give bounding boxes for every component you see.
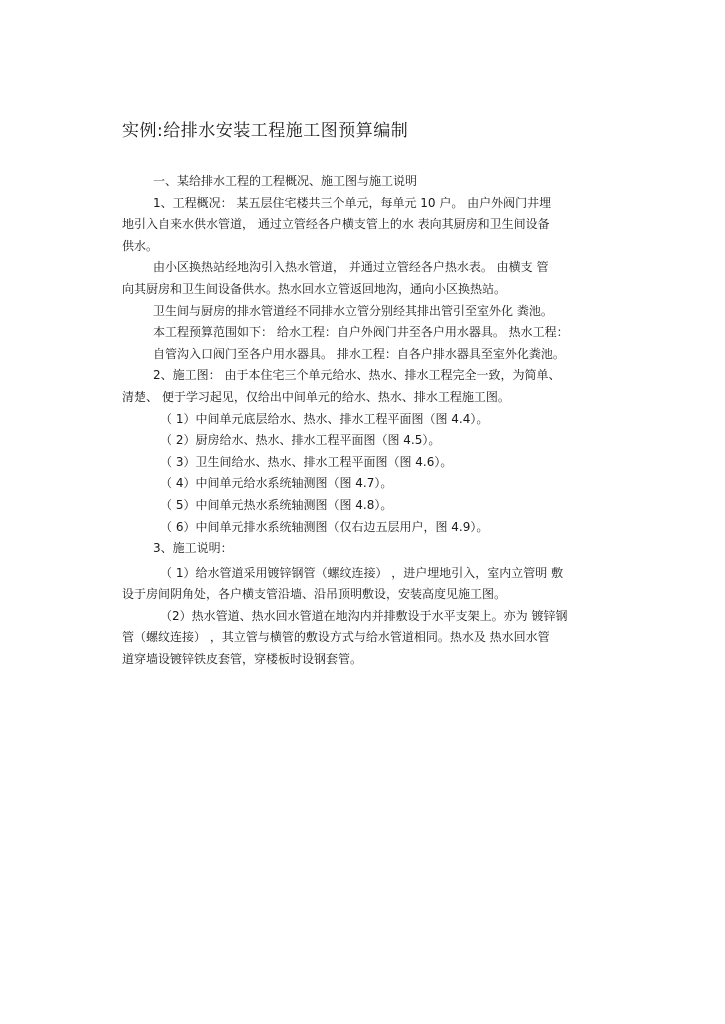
list-item: （ 3）卫生间给水、热水、排水工程平面图（图 4.6）。 bbox=[160, 454, 453, 469]
paragraph-line: 1、工程概况： 某五层住宅楼共三个单元，每单元 10 户。 由户外阀门井埋 bbox=[153, 195, 552, 210]
paragraph-line: 卫生间与厨房的排水管道经不同排水立管分别经其排出管引至室外化 粪池。 bbox=[153, 303, 553, 318]
paragraph-line: （ 1）给水管道采用镀锌钢管（螺纹连接） ，进户埋地引入，室内立管明 敷 bbox=[160, 565, 564, 580]
paragraph-line: 自管沟入口阀门至各户用水器具。 排水工程：自各户排水器具至室外化粪池。 bbox=[153, 346, 565, 361]
list-item: （ 5）中间单元热水系统轴测图（图 4.8）。 bbox=[160, 497, 393, 512]
paragraph-line: 设于房间阴角处，各户横支管沿墙、沿吊顶明敷设，安装高度见施工图。 bbox=[122, 587, 507, 602]
list-item: （ 4）中间单元给水系统轴测图（图 4.7）。 bbox=[160, 476, 393, 491]
paragraph-line: 道穿墙设镀锌铁皮套管，穿楼板时设钢套管。 bbox=[122, 652, 363, 667]
paragraph-line: （2）热水管道、热水回水管道在地沟内并排敷设于水平支架上。亦为 镀锌钢 bbox=[160, 608, 568, 623]
paragraph-line: 清楚、 便于学习起见，仅给出中间单元的给水、热水、排水工程施工图。 bbox=[122, 389, 510, 404]
section-heading: 一、某给排水工程的工程概况、施工图与施工说明 bbox=[153, 174, 418, 188]
document-body bbox=[122, 171, 602, 671]
paragraph-line: 2、施工图： 由于本住宅三个单元给水、热水、排水工程完全一致，为简单、 bbox=[153, 368, 561, 383]
paragraph-line: 地引入自来水供水管道， 通过立管经各户横支管上的水 表向其厨房和卫生间设备 bbox=[122, 217, 550, 232]
paragraph-line: 由小区换热站经地沟引入热水管道， 并通过立管经各户热水表。 由横支 管 bbox=[153, 260, 549, 275]
paragraph-line: 本工程预算范围如下： 给水工程：自户外阀门井至各户用水器具。 热水工程： bbox=[153, 325, 569, 340]
paragraph-line: 管（螺纹连接） ，其立管与横管的敷设方式与给水管道相同。热水及 热水回水管 bbox=[122, 630, 550, 645]
document-title: 实例:给排水安装工程施工图预算编制 bbox=[122, 121, 409, 141]
paragraph-line: 向其厨房和卫生间设备供水。热水回水立管返回地沟，通向小区换热站。 bbox=[122, 281, 507, 296]
paragraph-line: 供水。 bbox=[122, 238, 159, 253]
list-item: （ 1）中间单元底层给水、热水、排水工程平面图（图 4.4）。 bbox=[160, 411, 489, 426]
list-item: （ 6）中间单元排水系统轴测图（仅右边五层用户，图 4.9）。 bbox=[160, 519, 489, 534]
list-item: （ 2）厨房给水、热水、排水工程平面图（图 4.5）。 bbox=[160, 433, 441, 448]
section-heading: 3、施工说明： bbox=[153, 541, 233, 556]
